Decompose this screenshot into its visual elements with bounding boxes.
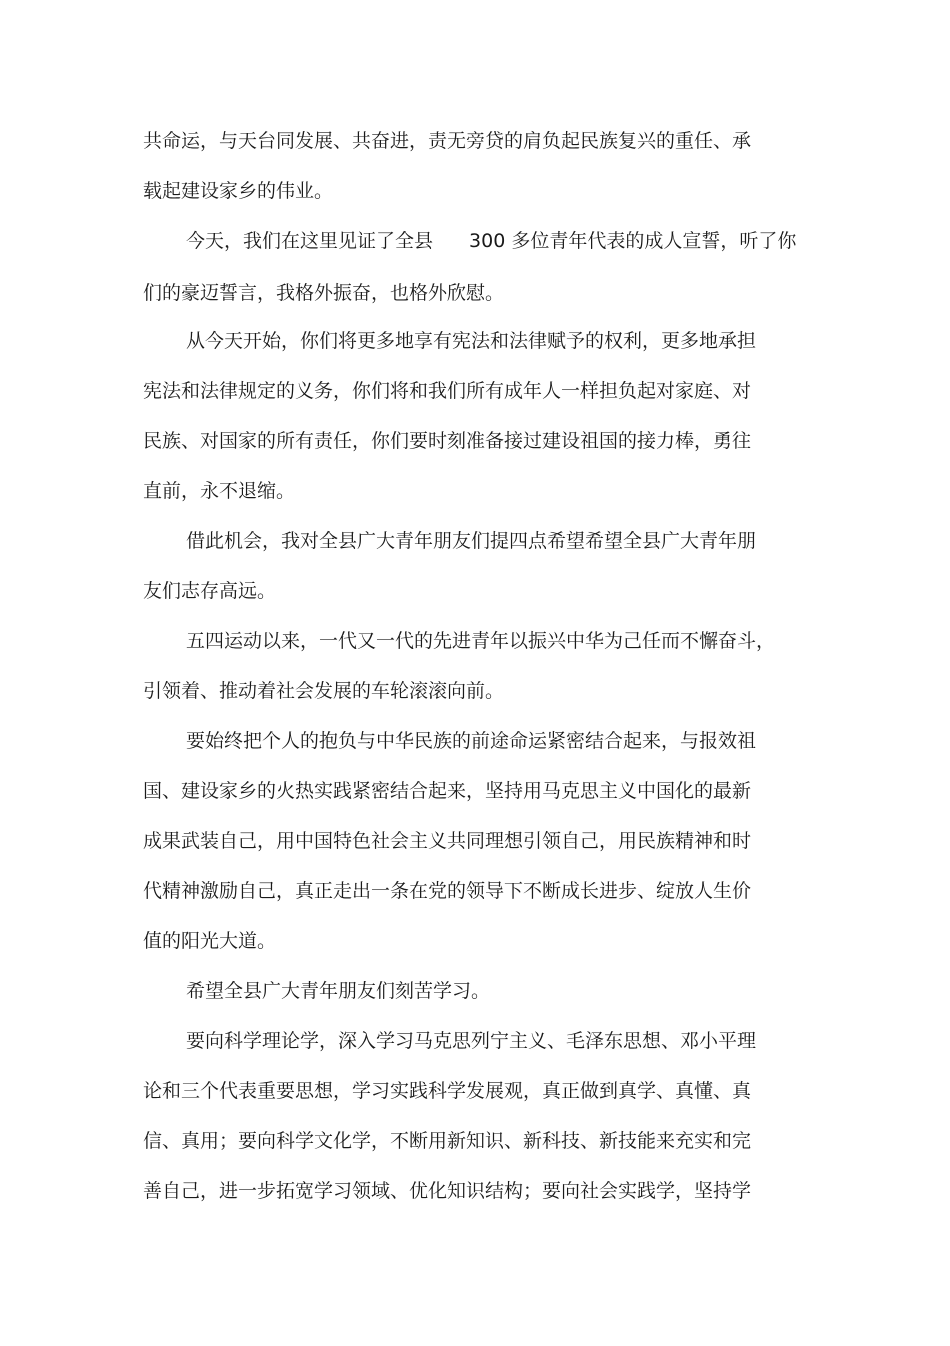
text-line: 从今天开始，你们将更多地享有宪法和法律赋予的权利，更多地承担 <box>186 330 757 352</box>
text-line: 国、建设家乡的火热实践紧密结合起来，坚持用马克思主义中国化的最新 <box>143 780 752 802</box>
text-line <box>186 226 796 256</box>
text-segment: 300 多位青年代表的成人宣誓，听了你 <box>469 230 797 252</box>
text-line: 共命运，与天台同发展、共奋进，责无旁贷的肩负起民族复兴的重任、承 <box>143 130 752 152</box>
text-line: 友们志存高远。 <box>143 580 277 602</box>
text-line: 要始终把个人的抱负与中华民族的前途命运紧密结合起来，与报效祖 <box>186 730 757 752</box>
text-line: 值的阳光大道。 <box>143 930 277 952</box>
text-line: 成果武装自己，用中国特色社会主义共同理想引领自己，用民族精神和时 <box>143 830 752 852</box>
text-line: 论和三个代表重要思想，学习实践科学发展观，真正做到真学、真懂、真 <box>143 1080 752 1102</box>
text-line: 借此机会，我对全县广大青年朋友们提四点希望希望全县广大青年朋 <box>186 530 757 552</box>
text-line: 信、真用；要向科学文化学，不断用新知识、新科技、新技能来充实和完 <box>143 1130 752 1152</box>
text-line: 善自己，进一步拓宽学习领域、优化知识结构；要向社会实践学，坚持学 <box>143 1180 752 1202</box>
text-line: 载起建设家乡的伟业。 <box>143 180 334 202</box>
text-segment: 今天，我们在这里见证了全县 <box>186 230 434 252</box>
text-line: 引领着、推动着社会发展的车轮滚滚向前。 <box>143 680 505 702</box>
text-line: 要向科学理论学，深入学习马克思列宁主义、毛泽东思想、邓小平理 <box>186 1030 757 1052</box>
text-line: 宪法和法律规定的义务，你们将和我们所有成年人一样担负起对家庭、对 <box>143 380 752 402</box>
text-line: 们的豪迈誓言，我格外振奋，也格外欣慰。 <box>143 282 505 304</box>
text-line: 五四运动以来，一代又一代的先进青年以振兴中华为己任而不懈奋斗， <box>186 630 776 652</box>
text-line: 代精神激励自己，真正走出一条在党的领导下不断成长进步、绽放人生价 <box>143 880 752 902</box>
text-line: 直前，永不退缩。 <box>143 480 296 502</box>
text-line: 民族、对国家的所有责任，你们要时刻准备接过建设祖国的接力棒，勇往 <box>143 430 752 452</box>
text-line: 希望全县广大青年朋友们刻苦学习。 <box>186 980 491 1002</box>
